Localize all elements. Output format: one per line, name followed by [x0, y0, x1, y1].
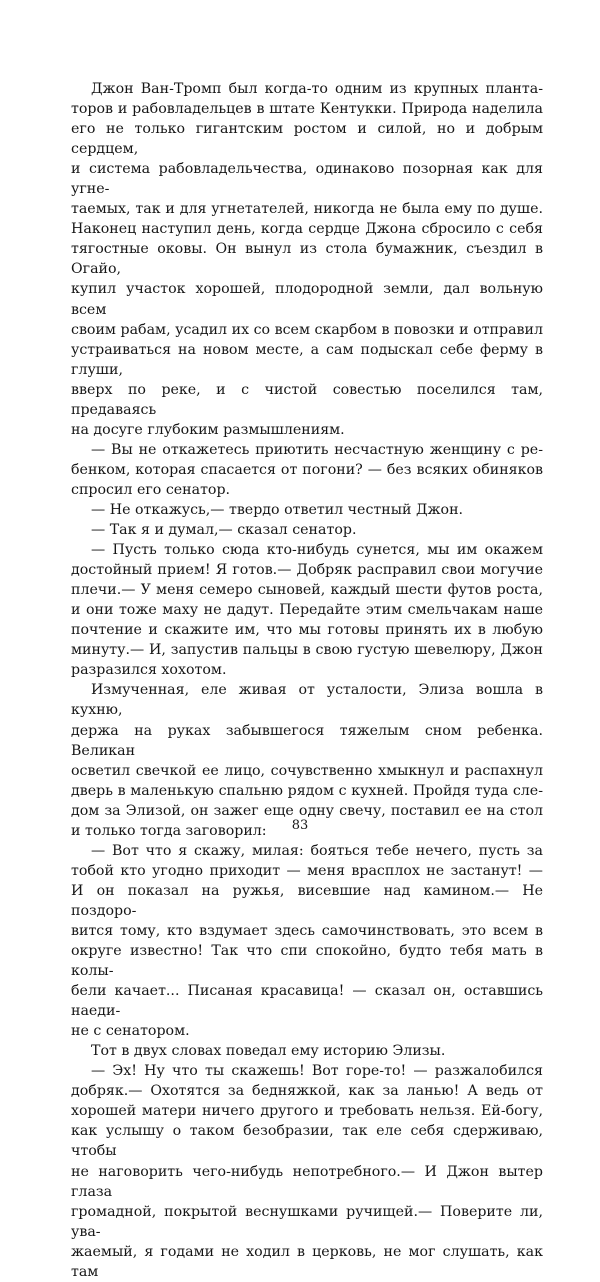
text-line: устраиваться на новом месте, а сам подыскал себе ферму в глуши,: [71, 341, 543, 378]
text-line: почтение и скажите им, что мы готовы принять их в любую: [71, 622, 543, 639]
text-line: вится тому, кто вздумает здесь самочинствовать, это всем в: [71, 922, 543, 939]
text-line: добряк.— Охотятся за бедняжкой, как за ланью! А ведь от: [71, 1083, 543, 1100]
page-number: 83: [291, 818, 309, 833]
paragraph: [71, 500, 543, 520]
text-line: держа на руках забывшегося тяжелым сном ребенка. Великан: [71, 722, 543, 759]
text-line: минуту.— И, запустив пальцы в свою густую шевелюру, Джон: [71, 642, 543, 659]
paragraph: [71, 841, 543, 1041]
paragraph: [71, 1041, 543, 1061]
paragraph: [71, 79, 543, 440]
text-line: Наконец наступил день, когда сердце Джона сбросило с себя: [71, 221, 543, 238]
paragraph: [71, 680, 543, 840]
text-line: жаемый, я годами не ходил в церковь, не мог слушать, как там: [71, 1243, 543, 1280]
text-line: и система рабовладельчества, одинаково позорная как для угне-: [71, 161, 543, 198]
paragraph: [71, 540, 543, 680]
text-line: осветил свечкой ее лицо, сочувственно хмыкнул и распахнул: [71, 762, 543, 779]
text-line: спросил его сенатор.: [71, 481, 231, 498]
text-line: не с сенатором.: [71, 1023, 190, 1040]
text-line: и они тоже маху не дадут. Передайте этим смельчакам наше: [71, 602, 543, 619]
text-line: — Вот что я скажу, милая: бояться тебе нечего, пусть за: [91, 842, 543, 859]
text-line: дом за Элизой, он зажег еще одну свечу, поставил ее на стол: [71, 802, 543, 819]
text-line: вверх по реке, и с чистой совестью поселился там, предаваясь: [71, 381, 543, 418]
text-line: разразился хохотом.: [71, 662, 227, 679]
text-line: не наговорить чего-нибудь непотребного.— И Джон вытер глаза: [71, 1163, 543, 1200]
text-line: — Пусть только сюда кто-нибудь сунется, мы им окажем: [91, 542, 543, 559]
text-line: Измученная, еле живая от усталости, Элиза вошла в кухню,: [71, 682, 543, 719]
text-line: громадной, покрытой веснушками ручищей.— Поверите ли, ува-: [71, 1203, 543, 1240]
text-line: тягостные оковы. Он вынул из стола бумажник, съездил в Огайо,: [71, 241, 543, 278]
text-line: бели качает... Писаная красавица! — сказал он, оставшись наеди-: [71, 983, 543, 1020]
text-line: на досуге глубоким размышлениям.: [71, 421, 345, 438]
text-line: таемых, так и для угнетателей, никогда не была ему по душе.: [71, 201, 543, 218]
paragraph: [71, 520, 543, 540]
text-line: дверь в маленькую спальню рядом с кухней. Пройдя туда сле-: [71, 782, 543, 799]
text-line: хорошей матери ничего другого и требовать нельзя. Ей-богу,: [71, 1103, 543, 1120]
text-line: достойный прием! Я готов.— Добряк расправил свои могучие: [71, 562, 543, 579]
paragraph: [71, 440, 543, 500]
text-line: его не только гигантским ростом и силой, но и добрым сердцем,: [71, 121, 543, 158]
text-line: — Эх! Ну что ты скажешь! Вот горе-то! — разжалобился: [91, 1063, 543, 1080]
paragraph: [71, 1061, 543, 1282]
text-line: плечи.— У меня семеро сыновей, каждый шести футов роста,: [71, 582, 543, 599]
text-line: тобой кто угодно приходит — меня врасплох не застанут! —: [71, 862, 543, 879]
text-line: Джон Ван-Тромп был когда-то одним из крупных планта-: [91, 81, 543, 97]
text-line: — Так я и думал,— сказал сенатор.: [91, 522, 357, 539]
text-line: И он показал на ружья, висевшие над камином.— Не поздоро-: [71, 882, 543, 919]
text-line: — Не откажусь,— твердо ответил честный Джон.: [91, 501, 464, 518]
text-line: — Вы не откажетесь приютить несчастную женщину с ре-: [91, 441, 543, 458]
text-line: как услышу о таком безобразии, так еле себя сдерживаю, чтобы: [71, 1123, 543, 1160]
text-line: бенком, которая спасается от погони? — без всяких обиняков: [71, 461, 543, 478]
text-line: и только тогда заговорил:: [71, 822, 267, 839]
text-line: своим рабам, усадил их со всем скарбом в повозки и отправил: [71, 321, 543, 338]
page-body: [71, 79, 543, 1280]
text-line: купил участок хорошей, плодородной земли, дал вольную всем: [71, 281, 543, 318]
text-line: округе известно! Так что спи спокойно, будто тебя мать в колы-: [71, 943, 543, 980]
text-line: торов и рабовладельцев в штате Кентукки. Природа наделила: [71, 101, 543, 118]
text-line: Тот в двух словах поведал ему историю Элизы.: [91, 1043, 446, 1060]
